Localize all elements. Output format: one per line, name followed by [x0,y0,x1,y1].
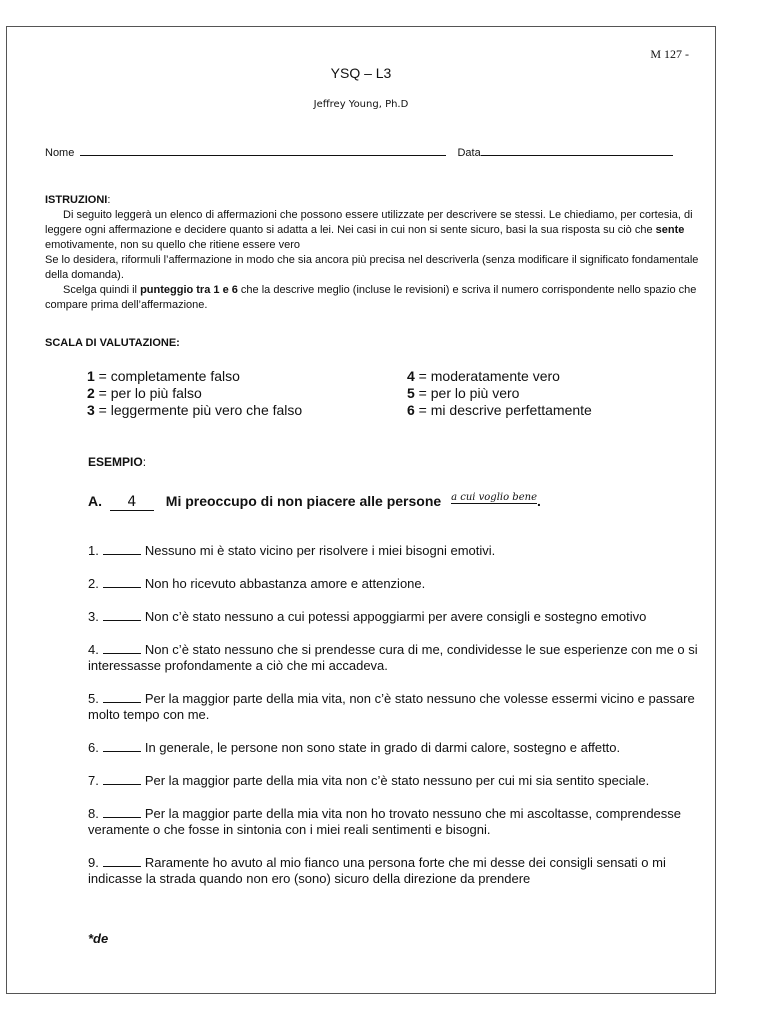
example-text: Mi preoccupo di non piacere alle persone [165,493,442,509]
item-number: 1. [88,543,99,558]
item-number: 7. [88,773,99,788]
answer-blank[interactable] [103,784,141,785]
item-text: Per la maggior parte della mia vita non ho trovato nessuno che mi ascoltasse, comprendesse veramente o che fosse in sintonia con i miei reali sentimenti e bisogni. [88,806,682,837]
instructions-body [45,208,705,313]
scale-item [407,385,592,402]
answer-blank[interactable] [103,554,141,555]
example-handwritten-note: a cui voglio bene [451,492,537,503]
list-item [88,543,708,559]
list-item [88,642,708,674]
instructions-paragraph-2: Se lo desidera, riformuli l’affermazione in modo che sia ancora più precisa nel descriverla (senza modificare il significato fondamentale della domanda). [45,254,699,281]
item-number: 9. [88,855,99,870]
scale-number: 3 [87,402,95,418]
scale-item [87,402,302,419]
scale-number: 4 [407,368,415,384]
scale-item [87,385,302,402]
item-text: Non c’è stato nessuno a cui potessi appoggiarmi per avere consigli e sostegno emotivo [144,609,647,624]
answer-blank[interactable] [103,653,141,654]
instructions-paragraph-1 [45,208,705,253]
scale-number: 1 [87,368,95,384]
scale-text: = mi descrive perfettamente [414,402,592,418]
item-number: 5. [88,691,99,706]
author-line: Jeffrey Young, Ph.D [313,99,409,110]
list-item [88,576,708,592]
example-label: ESEMPIO: [88,455,147,469]
example-answer: 4 [110,494,154,511]
scale-number: 2 [87,385,95,401]
scale-item [87,368,302,385]
instructions-paragraph-3 [45,283,705,313]
answer-blank[interactable] [103,751,141,752]
item-text: Per la maggior parte della mia vita, non c’è stato nessuno che volesse essermi vicino e passare molto tempo con me. [88,691,695,722]
scale-number: 5 [407,385,415,401]
scale-text: = completamente falso [94,368,240,384]
name-field[interactable] [80,155,446,156]
name-label: Nome [45,147,75,159]
item-text: Non c’è stato nessuno che si prendesse cura di me, condividesse le sue esperienze con me o si interessasse profondamente a ciò che mi accadeva. [88,642,698,673]
item-text: Raramente ho avuto al mio fianco una persona forte che mi desse dei consigli sensati o mi indicasse la strada quando non ero (sono) sicuro della direzione da prendere [88,855,666,886]
scale-column-right [407,368,592,419]
example-item [88,493,541,511]
list-item [88,740,708,756]
answer-blank[interactable] [103,866,141,867]
example-end: . [536,493,541,509]
date-label: Data [457,147,481,159]
form-code: M 127 - [650,47,689,61]
list-item [88,691,708,723]
scale-text: = per lo più vero [414,385,520,401]
list-item [88,773,708,789]
list-item [88,855,708,887]
answer-blank[interactable] [103,587,141,588]
instructions-heading-text: ISTRUZIONI [45,194,108,206]
scale-text: = leggermente più vero che falso [94,402,303,418]
answer-blank[interactable] [103,817,141,818]
scale-text: = moderatamente vero [414,368,560,384]
list-item [88,806,708,838]
answer-blank[interactable] [103,702,141,703]
footnote: *de [88,931,109,946]
item-number: 2. [88,576,99,591]
instr-p1-end: emotivamente, non su quello che ritiene essere vero [45,239,300,251]
instr-p3-bold: punteggio tra 1 e 6 [140,284,238,296]
item-number: 8. [88,806,99,821]
item-number: 3. [88,609,99,624]
answer-blank[interactable] [103,620,141,621]
questionnaire-page [6,26,716,994]
example-label-text: ESEMPIO [88,455,143,469]
scale-text: = per lo più falso [94,385,202,401]
instr-p3-start: Scelga quindi il [63,284,141,296]
question-list [88,543,708,904]
item-number: 6. [88,740,99,755]
date-field[interactable] [481,155,673,156]
item-text: In generale, le persone non sono state in grado di darmi calore, sostegno e affetto. [144,740,621,755]
item-text: Non ho ricevuto abbastanza amore e attenzione. [144,576,426,591]
instr-p1-text: Di seguito leggerà un elenco di affermazioni che possono essere utilizzate per descrivere se stessi. Le chiediamo, per cortesia, di leggere ogni affermazione e decidere quanto si adatta a lei. Nei casi in cui non si sente sicuro, basi la sua risposta su ciò che [45,209,693,236]
scale-number: 6 [407,402,415,418]
item-text: Nessuno mi è stato vicino per risolvere i miei bisogni emotivi. [144,543,496,558]
item-text: Per la maggior parte della mia vita non c’è stato nessuno per cui mi sia sentito speciale. [144,773,650,788]
instr-p3-end: che la descrive meglio (incluse le revisioni) e scriva il numero corrispondente nello spazio che compare prima dell’affermazione. [45,284,697,311]
example-prefix: A. [88,493,102,509]
scale-heading: SCALA DI VALUTAZIONE: [45,337,180,349]
scale-item [407,402,592,419]
scale-column-left [87,368,302,419]
name-date-row [45,147,673,159]
scale-item [407,368,592,385]
item-number: 4. [88,642,99,657]
instructions-heading: ISTRUZIONI: [45,194,111,206]
list-item [88,609,708,625]
instr-p1-bold: sente [655,224,685,236]
page-title: YSQ – L3 [330,65,392,81]
